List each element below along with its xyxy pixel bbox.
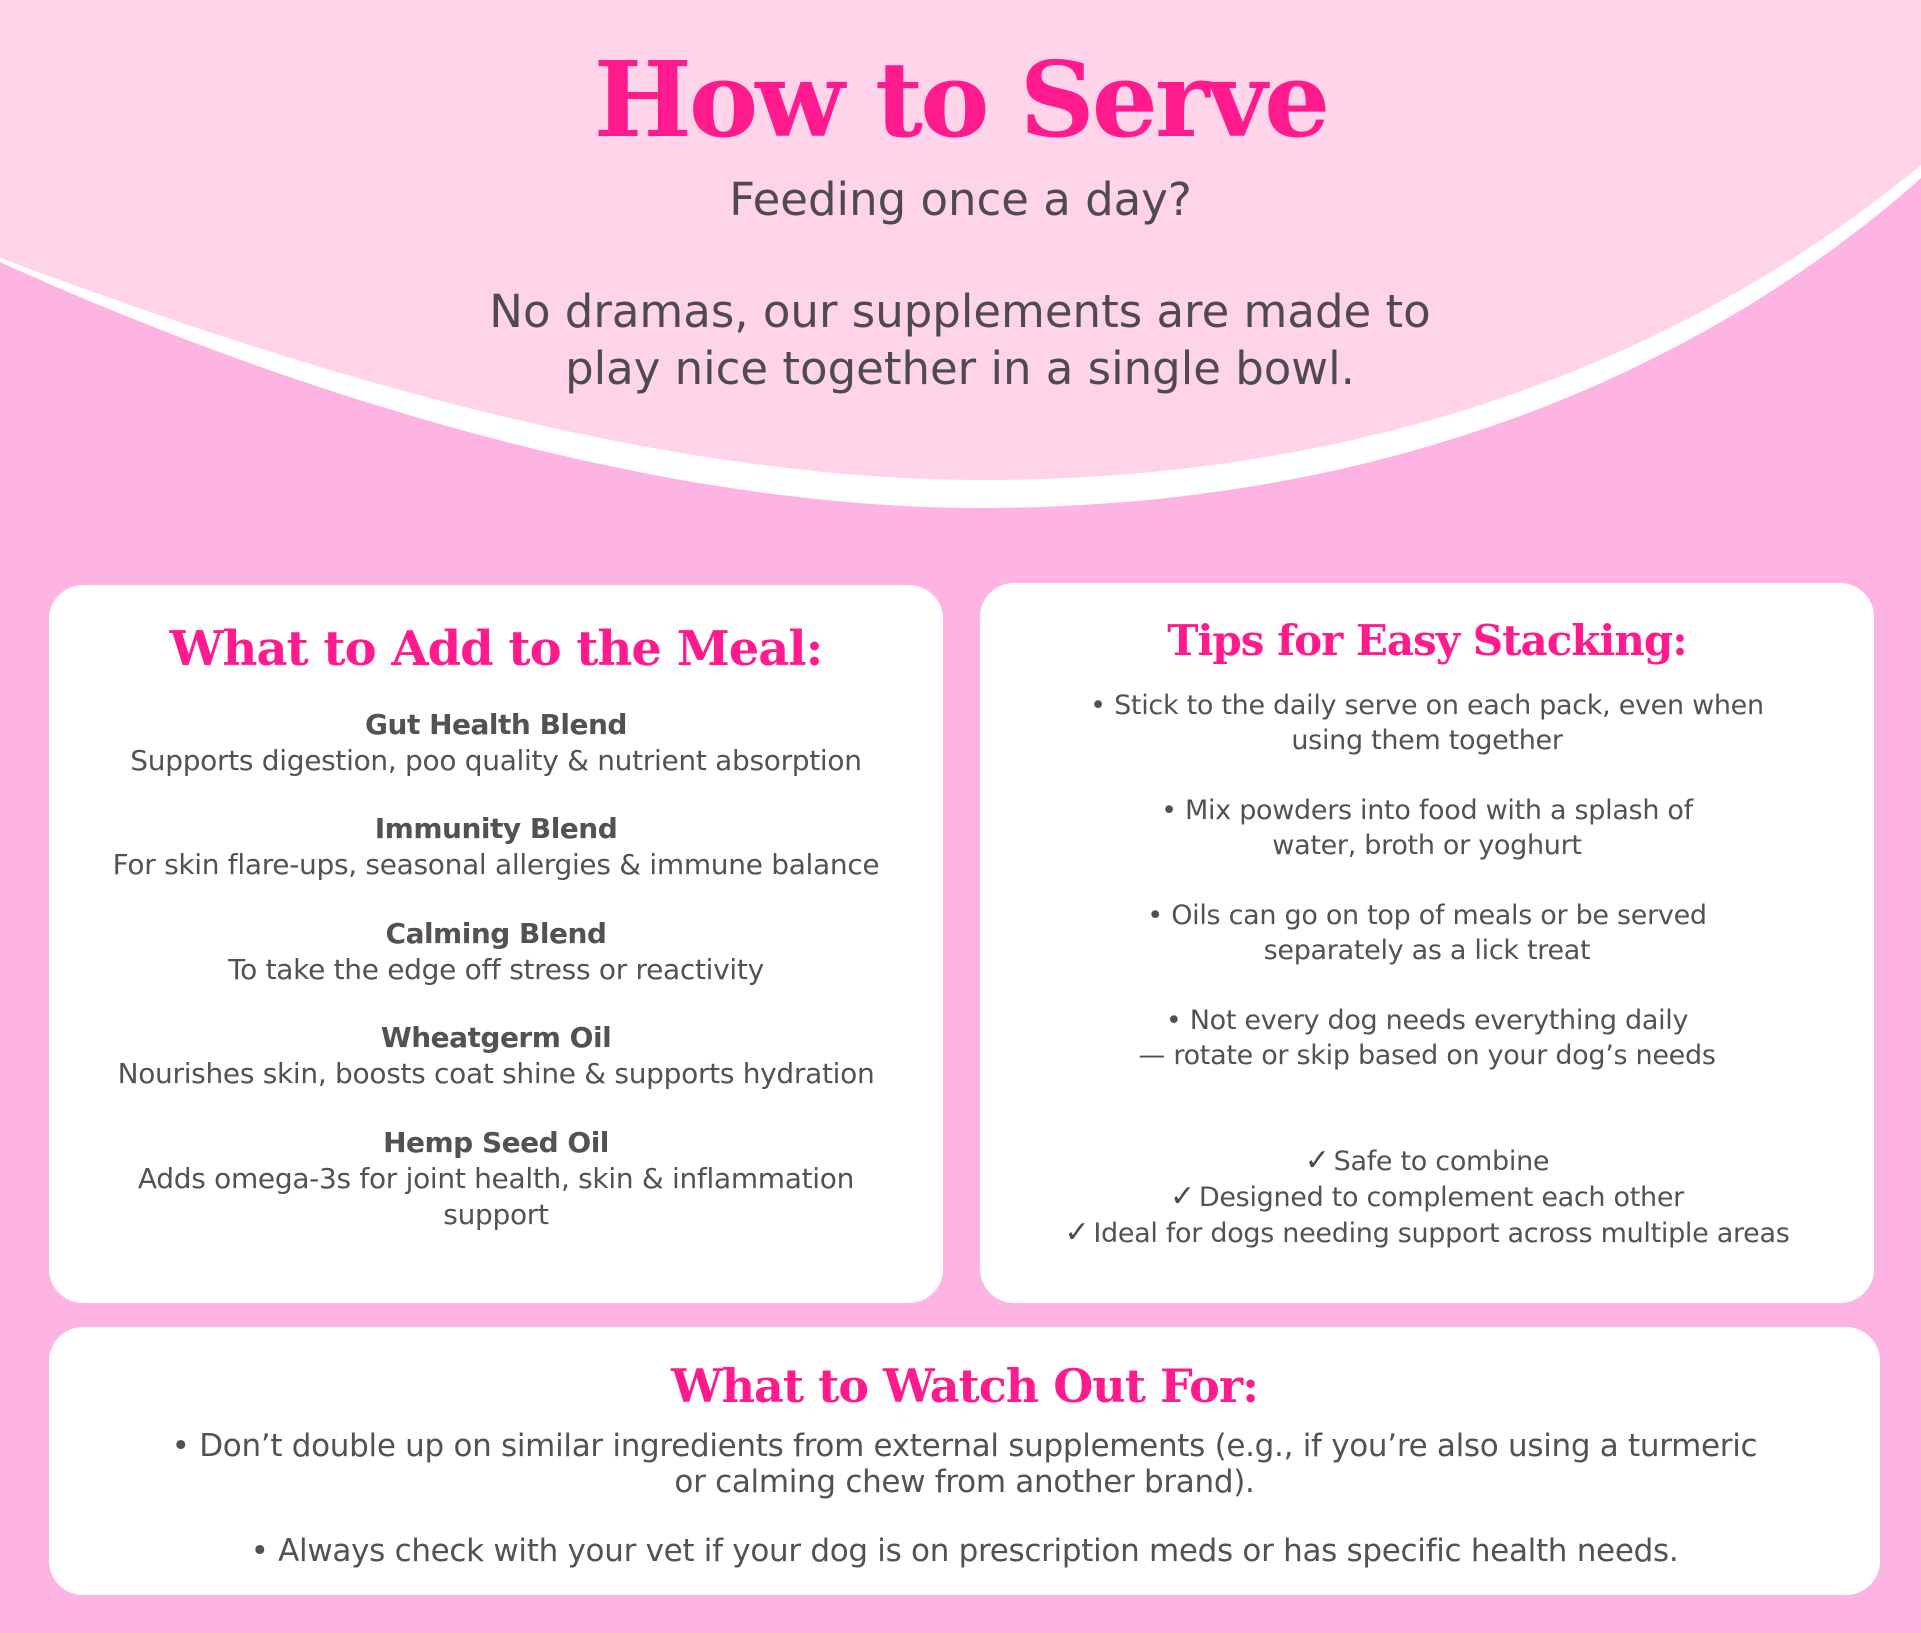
tip-line: water, broth or yoghurt [1272,830,1582,861]
blend-description: To take the edge off stress or reactivity [228,953,764,986]
blend-item-wheatgerm-oil [69,1020,923,1092]
intro-line: No dramas, our supplements are made to [489,285,1431,338]
blend-item-gut-health [69,707,923,779]
blend-description: support [443,1198,549,1231]
blend-name: Hemp Seed Oil [383,1126,609,1159]
watch-line: or calming chew from another brand). [674,1464,1255,1500]
checkmark-icon: ✓ [1304,1143,1330,1178]
check-label: Safe to combine [1333,1146,1550,1177]
intro-line: play nice together in a single bowl. [565,342,1355,395]
tip-line: separately as a lick treat [1263,935,1591,966]
tip-line: • Not every dog needs everything daily [1165,1005,1689,1036]
tip-item [1020,793,1834,863]
check-label: Ideal for dogs needing support across multiple areas [1093,1218,1790,1249]
blend-name: Wheatgerm Oil [380,1021,612,1054]
what-to-add-card [49,585,943,1303]
blend-name: Immunity Blend [374,812,618,845]
blend-description: Adds omega-3s for joint health, skin & inflammation [137,1162,855,1195]
checkmark-icon: ✓ [1170,1179,1195,1214]
tip-line: • Stick to the daily serve on each pack, even when [1090,690,1764,721]
what-to-add-title: What to Add to the Meal: [169,621,823,677]
blend-name: Calming Blend [385,917,607,950]
blend-item-hemp-seed-oil [69,1125,923,1233]
tips-title: Tips for Easy Stacking: [1167,616,1687,665]
check-item [1000,1215,1854,1251]
checkmark-icon: ✓ [1064,1215,1090,1250]
watch-line: • Always check with your vet if your dog is on prescription meds or has specific health needs. [250,1533,1679,1569]
tip-line: • Oils can go on top of meals or be served [1147,900,1707,931]
tip-item [1020,688,1834,758]
check-item [1000,1143,1854,1179]
blend-item-immunity [69,811,923,883]
tip-line: — rotate or skip based on your dog’s needs [1138,1040,1716,1071]
watch-item [129,1428,1800,1500]
intro-text [360,283,1560,397]
blend-item-calming [69,916,923,988]
blend-description: Nourishes skin, boosts coat shine & supports hydration [117,1057,875,1090]
watch-line: • Don’t double up on similar ingredients from external supplements (e.g., if you’re also using a turmeric [171,1428,1758,1464]
blend-description: For skin flare-ups, seasonal allergies & immune balance [112,848,880,881]
watch-out-title: What to Watch Out For: [670,1359,1259,1413]
tip-item [1020,1003,1834,1073]
subtitle: Feeding once a day? [729,173,1192,226]
check-label: Designed to complement each other [1198,1182,1684,1213]
check-item [1000,1179,1854,1215]
tip-line: using them together [1291,725,1563,756]
watch-item [129,1533,1800,1569]
watch-out-card [49,1327,1880,1595]
page-title: How to Serve [593,38,1328,161]
tip-item [1020,898,1834,968]
blend-name: Gut Health Blend [365,708,627,741]
checklist [1000,1143,1854,1251]
blend-description: Supports digestion, poo quality & nutrient absorption [130,744,862,777]
tip-line: • Mix powders into food with a splash of [1161,795,1693,826]
tips-card [980,583,1874,1303]
